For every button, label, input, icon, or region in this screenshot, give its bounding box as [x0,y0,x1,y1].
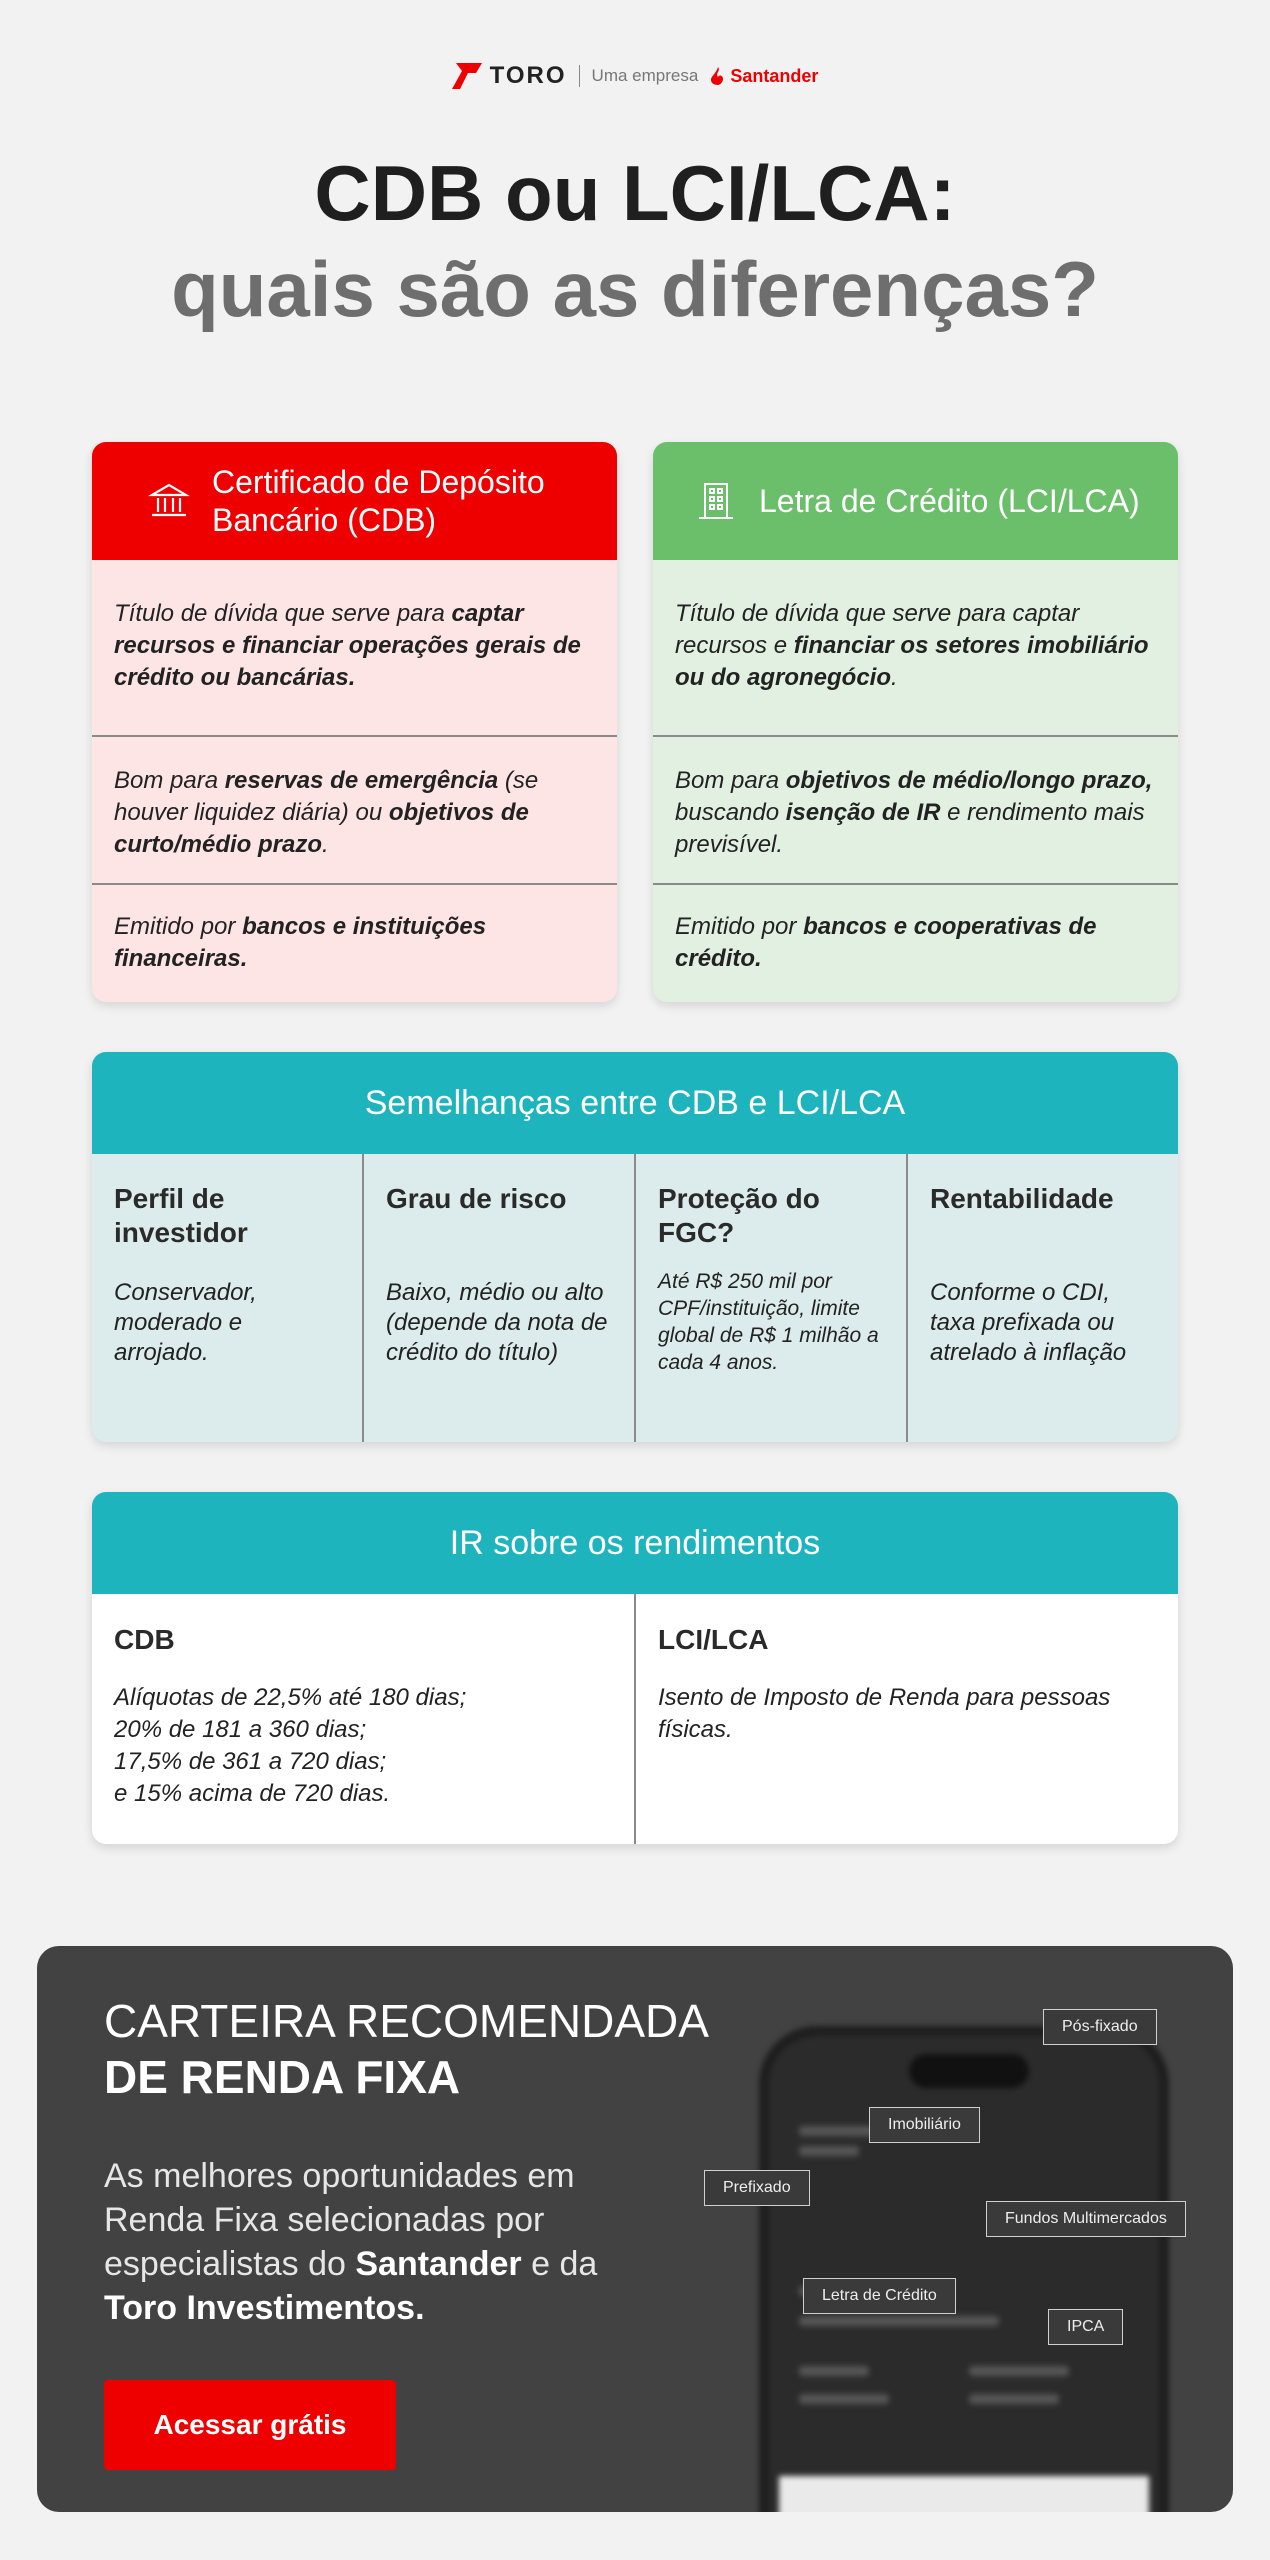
lci-issuer [653,885,1178,975]
similarity-return [908,1154,1178,1442]
cdb-card-title: Certificado de Depósito Bancário (CDB) [212,463,545,538]
lci-issuer-text: Emitido por [675,913,804,940]
cdb-card-header [92,442,617,560]
tag-letra-de-credito: Letra de Crédito [803,2278,956,2314]
similarity-text: Conservador, moderado e arrojado. [114,1279,257,1366]
ir-lci [636,1594,1178,1844]
lci-purpose [653,560,1178,737]
lci-goal-text: buscando [675,799,786,826]
cdb-purpose [92,560,617,737]
promo-desc-highlight: Santander [355,2245,522,2283]
cdb-goal-text: Bom para [114,767,225,794]
promo-title-bold: DE RENDA FIXA [104,2051,461,2103]
cdb-issuer [92,885,617,975]
santander-wordmark: Santander [730,65,819,86]
page-title: CDB ou LCI/LCA: [314,149,956,237]
ir-cdb-rate: 17,5% de 361 a 720 dias; [114,1748,387,1775]
toro-logo-icon [452,63,482,89]
lci-goal [653,737,1178,885]
lci-goal-highlight: isenção de IR [785,799,941,826]
cdb-goal-text: (se houver liquidez diária) ou [114,767,539,826]
lci-goal-text: e rendimento mais previsível. [675,799,1145,858]
santander-flame-icon [710,67,726,85]
ir-cdb-rate: e 15% acima de 720 dias. [114,1780,391,1807]
cdb-goal-text: . [322,831,329,858]
similarity-title: Proteção do FGC? [658,1183,820,1248]
brand-tagline: Uma empresa [591,66,699,85]
cdb-goal [92,737,617,885]
cdb-goal-highlight: reservas de emergência [224,767,499,794]
cdb-purpose-highlight: captar recursos e financiar operações gerais de crédito ou bancárias. [114,600,581,691]
building-icon [695,480,737,522]
similarity-title: Grau de risco [386,1183,567,1214]
tag-ipca: IPCA [1048,2309,1123,2345]
promo-desc-highlight: Toro Investimentos. [104,2289,425,2327]
ir-cdb [92,1594,636,1844]
lci-card-title: Letra de Crédito (LCI/LCA) [759,482,1140,519]
tag-fundos-multimercados: Fundos Multimercados [986,2201,1186,2237]
ir-cdb-title: CDB [114,1624,175,1655]
similarity-title: Rentabilidade [930,1183,1114,1214]
promo-desc-text: e da [521,2245,598,2283]
cdb-card [92,442,617,1002]
promo-description [104,2154,664,2330]
lci-goal-text: Bom para [675,767,786,794]
lci-card-header [653,442,1178,560]
cdb-issuer-text: Emitido por [114,913,243,940]
tag-pos-fixado: Pós-fixado [1043,2009,1157,2045]
similarity-risk [364,1154,636,1442]
similarity-investor-profile [92,1154,364,1442]
lci-goal-highlight: objetivos de médio/longo prazo, [785,767,1153,794]
page-subtitle: quais são as diferenças? [171,245,1099,333]
similarities-section [92,1052,1178,1442]
lci-issuer-highlight: bancos e cooperativas de crédito. [675,913,1097,972]
access-free-button[interactable]: Acessar grátis [104,2380,396,2470]
lci-purpose-text: . [891,664,898,691]
brand-header [0,62,1270,90]
brand-divider [579,65,580,87]
promo-desc-text: As melhores oportunidades em Renda Fixa selecionadas por especialistas do [104,2157,575,2283]
toro-logo [452,62,567,90]
promo-title: CARTEIRA RECOMENDADA [104,1995,709,2047]
similarity-title: Perfil de investidor [114,1183,248,1248]
tag-imobiliario: Imobiliário [869,2107,980,2143]
tag-prefixado: Prefixado [704,2170,810,2206]
santander-logo [710,66,818,87]
lci-card [653,442,1178,1002]
cdb-issuer-highlight: bancos e instituições financeiras. [114,913,487,972]
similarity-text: Até R$ 250 mil por CPF/instituição, limite global de R$ 1 milhão a cada 4 anos. [658,1270,879,1374]
lci-purpose-highlight: financiar os setores imobiliário ou do agronegócio [675,632,1149,691]
ir-cdb-rate: 20% de 181 a 360 dias; [114,1716,367,1743]
promo-banner [37,1946,1233,2512]
similarity-text: Baixo, médio ou alto (depende da nota de crédito do título) [386,1279,608,1366]
similarities-title: Semelhanças entre CDB e LCI/LCA [92,1052,1178,1154]
ir-lci-text: Isento de Imposto de Renda para pessoas físicas. [658,1684,1111,1743]
phone-mockup [759,2026,1169,2512]
bank-icon [148,480,190,522]
lci-purpose-text: Título de dívida que serve para captar recursos e [675,600,1080,659]
cdb-purpose-text: Título de dívida que serve para [114,600,452,627]
ir-lci-title: LCI/LCA [658,1624,769,1655]
toro-wordmark: TORO [489,62,567,89]
ir-section [92,1492,1178,1844]
similarity-text: Conforme o CDI, taxa prefixada ou atrelado à inflação [930,1279,1127,1366]
ir-cdb-rate: Alíquotas de 22,5% até 180 dias; [114,1684,467,1711]
ir-title: IR sobre os rendimentos [92,1492,1178,1594]
similarity-fgc [636,1154,908,1442]
cdb-goal-highlight: objetivos de curto/médio prazo [114,799,529,858]
